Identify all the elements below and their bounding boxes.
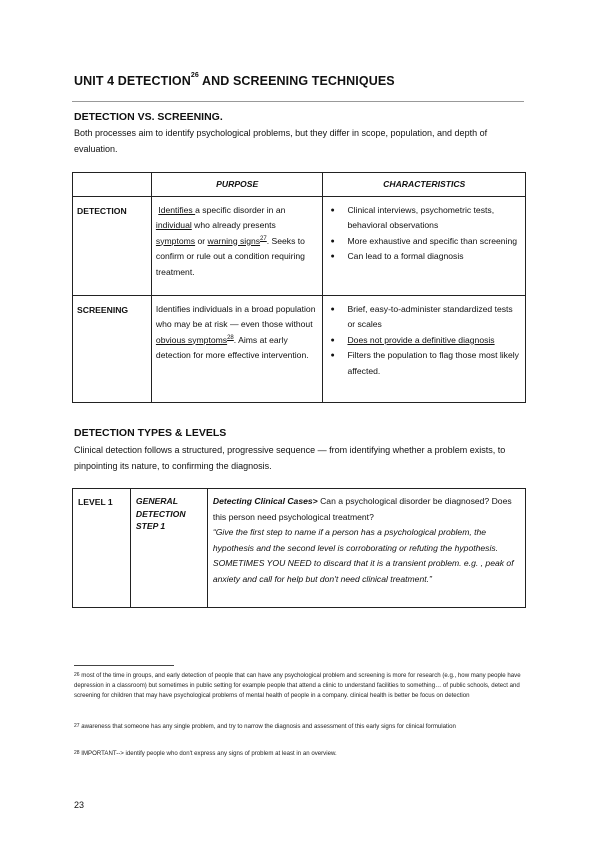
screening-characteristic-item: ● Does not provide a definitive diagnosis (327, 333, 519, 349)
detection-label: DETECTION (73, 196, 152, 295)
screening-label: SCREENING (73, 295, 152, 402)
header-purpose: PURPOSE (151, 173, 323, 197)
detection-row (73, 196, 526, 295)
section-intro-detection-types: Clinical detection follows a structured, progressive sequence — from identifying whether a problem exists, to pinpointing its nature, to confirming the diagnosis. (74, 445, 506, 471)
header-characteristics: CHARACTERISTICS (323, 173, 526, 197)
header-empty-cell (73, 173, 152, 197)
footnote-28: $^{28}$ IMPORTANT--> identify people who don't express any signs of problem at least in an overview. (74, 750, 337, 757)
section-intro-detection-vs-screening: Both processes aim to identify psychological problems, but they differ in scope, population, and depth of evaluation. (74, 128, 488, 154)
level-table (72, 488, 526, 608)
level-name: GENERAL DETECTION STEP 1 (130, 489, 207, 608)
screening-characteristic-item: ● Brief, easy-to-administer standardized tests or scales (327, 302, 519, 333)
level-label: LEVEL 1 (73, 489, 131, 608)
section-heading-detection-types: DETECTION TYPES & LEVELS (74, 427, 227, 439)
level-question-text: Can a psychological disorder be diagnosed? Does this person need psychological treatment? (212, 496, 512, 522)
detection-characteristics (323, 196, 526, 295)
level-question-title: Detecting Clinical Cases> (212, 496, 318, 506)
screening-characteristic-item: ● Filters the population to flag those most likely affected. (327, 348, 519, 379)
footnote-separator (74, 665, 174, 666)
comparison-table (72, 172, 526, 403)
level-quote: “Give the first step to name if a person has a psychological problem, the hypothesis and the second level is corroborating or refuting the hypothesis. SOMETIMES YOU NEED to discard that it is a transient problem. e.g. , peak of anxiety and call for help but don't need clinical treatment.” (212, 527, 514, 584)
footnote-27: $^{27}$ awareness that someone has any single problem, and try to narrow the diagnosis and assessment of this early signs for clinical formulation (74, 723, 456, 730)
screening-characteristics (323, 295, 526, 402)
page-number: 23 (74, 800, 85, 810)
comparison-header-row (73, 173, 526, 197)
screening-row (73, 295, 526, 402)
level-description (207, 489, 525, 608)
detection-characteristic-item: ● Can lead to a formal diagnosis (327, 249, 519, 265)
unit-title: UNIT 4 DETECTION$^{26}$ AND SCREENING TECHNIQUES (74, 72, 395, 88)
detection-purpose: Identifies a specific disorder in an individual who already presents symptoms or warning signs$^{27}$. Seeks to confirm or rule out a condition requiring treatment. (151, 196, 323, 295)
level-1-row (73, 489, 526, 608)
detection-characteristic-item: ● Clinical interviews, psychometric tests, behavioral observations (327, 203, 519, 234)
footnote-26: $^{26}$ most of the time in groups, and early detection of people that can have any psychological problem and screening is more for research (e.g., how many people have depression in a classroom) but sometimes in public setting for example people that attend a clinic to understand facilities to something… of public schools, detect and screening for children that may have psychological problems of mental health of people in a company. clinical health is better be focus on detection (74, 672, 521, 699)
section-heading-detection-vs-screening: DETECTION VS. SCREENING. (74, 111, 223, 123)
title-divider (72, 101, 524, 102)
detection-characteristic-item: ● More exhaustive and specific than screening (327, 234, 519, 250)
screening-purpose: Identifies individuals in a broad population who may be at risk — even those without obvious symptoms$^{28}$. Aims at early detection for more effective intervention. (151, 295, 323, 402)
